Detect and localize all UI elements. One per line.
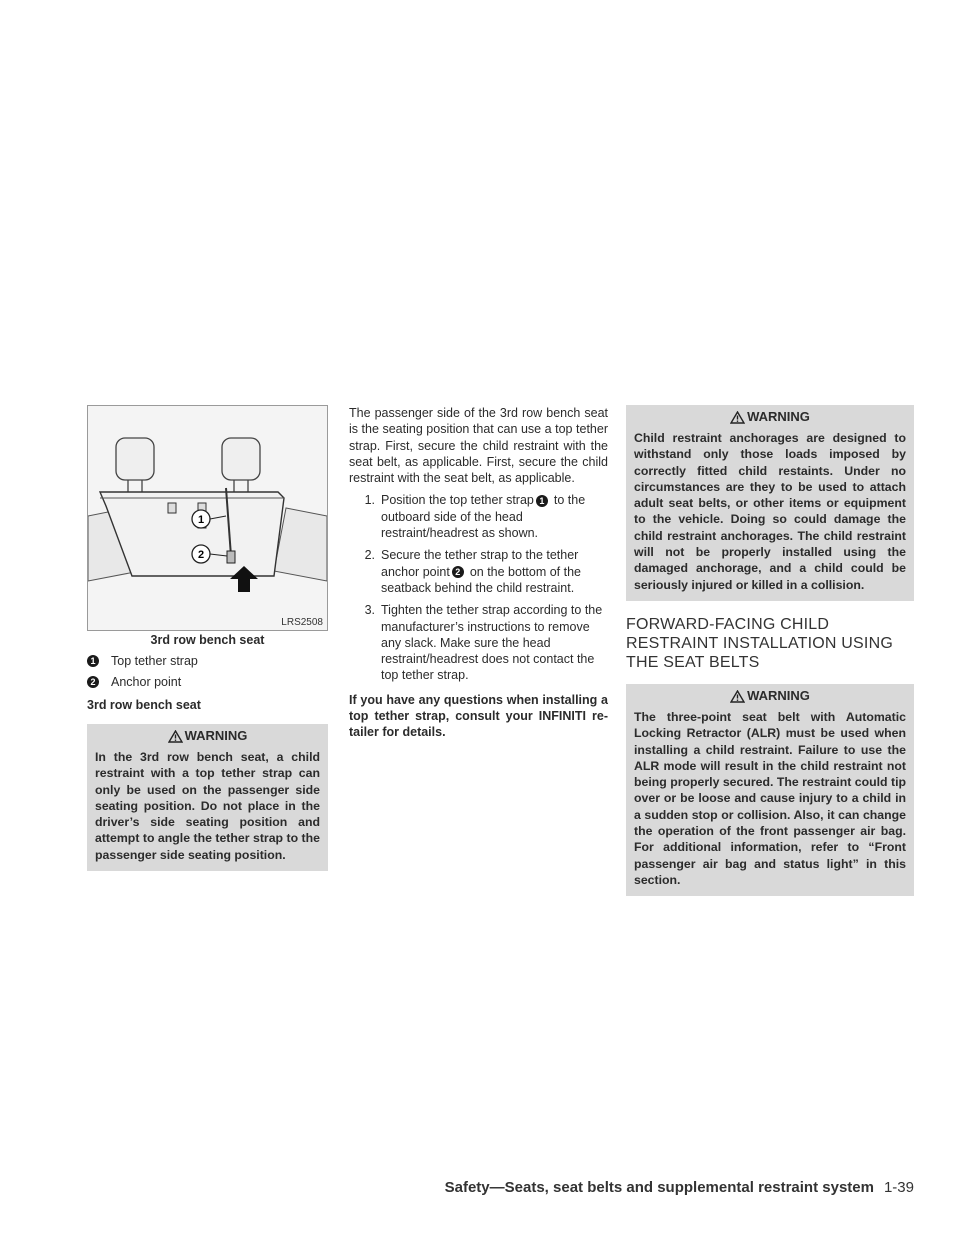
step-number: 3. [364, 603, 375, 618]
left-column [87, 405, 328, 871]
warning-header [634, 688, 906, 703]
callout-1-label: 1 [197, 514, 205, 526]
warning-text: In the 3rd row bench seat, a child restraint with a top tether strap can only be used on the passenger side seating position. Do not place in the driver’s side seating position and attempt to angle the tether strap to the passenger side seating position. [95, 750, 320, 862]
step-text: Position the top tether strap 1 to the outboard side of the head restraint/headrest as shown. [381, 493, 586, 541]
warning-icon [730, 690, 745, 703]
warning-icon [730, 411, 745, 424]
page-footer [445, 1179, 914, 1196]
subheading: 3rd row bench seat [87, 698, 201, 712]
warning-text: The three-point seat belt with Automatic Locking Retractor (ALR) must be used when installing a child restraint. Failure to use the ALR mode will result in the child restraint not being properly secured. The restraint could tip over or be loose and cause injury to a child in a sudden stop or collision. Also, it can change the operation of the front passenger air bag. For additional information, refer to “Front passenger air bag and status light” in this section. [634, 709, 906, 887]
legend-text: Top tether strap [111, 654, 198, 668]
legend-item [87, 675, 328, 689]
step-item [349, 492, 608, 541]
legend-item [87, 654, 328, 668]
warning-label: WARNING [184, 728, 248, 743]
right-column [626, 405, 914, 896]
warning-header [95, 728, 320, 743]
callout-2-label: 2 [197, 549, 205, 561]
intro-paragraph: The passenger side of the 3rd row bench seat is the seating position that can use a top tether strap. First, secure the child restraint with the seat belt, as applicable. First, secure the child restraint with the seat belt, as applicable. [349, 406, 608, 486]
questions-paragraph: If you have any questions when installing a top tether strap, consult your INFINITI retailer for details. [349, 692, 608, 740]
step-item [349, 602, 608, 683]
seat-illustration [87, 405, 328, 631]
step-number: 1. [364, 493, 375, 508]
footer-title: Safety—Seats, seat belts and supplemental restraint system [444, 1179, 874, 1196]
warning-box [626, 684, 914, 896]
bench-seat-drawing [88, 406, 327, 630]
steps-list [349, 492, 608, 683]
callout-2-icon: 2 [87, 676, 99, 688]
callout-1-icon: 1 [87, 655, 99, 667]
warning-text: Child restraint anchorages are designed to withstand only those loads imposed by correctly fitted child restaints. Under no circumstances are they to be used to attach adult seat belts, or other items or equipment to the vehicle. Doing so could damage the child restraint anchorages. The child restraint will not be properly installed using the damaged anchorage, and a child could be seriously injured or killed in a collision. [634, 431, 906, 592]
warning-header [634, 409, 906, 424]
page-number: 1-39 [883, 1179, 914, 1196]
step-item [349, 547, 608, 596]
middle-column [349, 405, 608, 741]
figure-caption: 3rd row bench seat [150, 633, 265, 647]
callout-1-icon: 1 [536, 495, 548, 507]
step-text: Tighten the tether strap according to the manufacturer’s instructions to remove any slack. Make sure the head restraint/headrest does not contact the top tether strap. [381, 603, 603, 683]
section-heading: FORWARD-FACING CHILD RESTRAINT INSTALLATION USING THE SEAT BELTS [626, 615, 893, 671]
callout-2-icon: 2 [452, 566, 464, 578]
step-text: Secure the tether strap to the tether anchor point 2 on the bottom of the seatback behind the child restraint. [381, 548, 582, 595]
warning-label: WARNING [747, 687, 810, 703]
step-number: 2. [364, 548, 375, 563]
warning-box [626, 405, 914, 601]
figure-code: LRS2508 [281, 617, 323, 628]
warning-icon [168, 730, 183, 743]
legend-text: Anchor point [111, 675, 182, 689]
warning-label: WARNING [747, 409, 810, 424]
warning-box [87, 724, 328, 871]
